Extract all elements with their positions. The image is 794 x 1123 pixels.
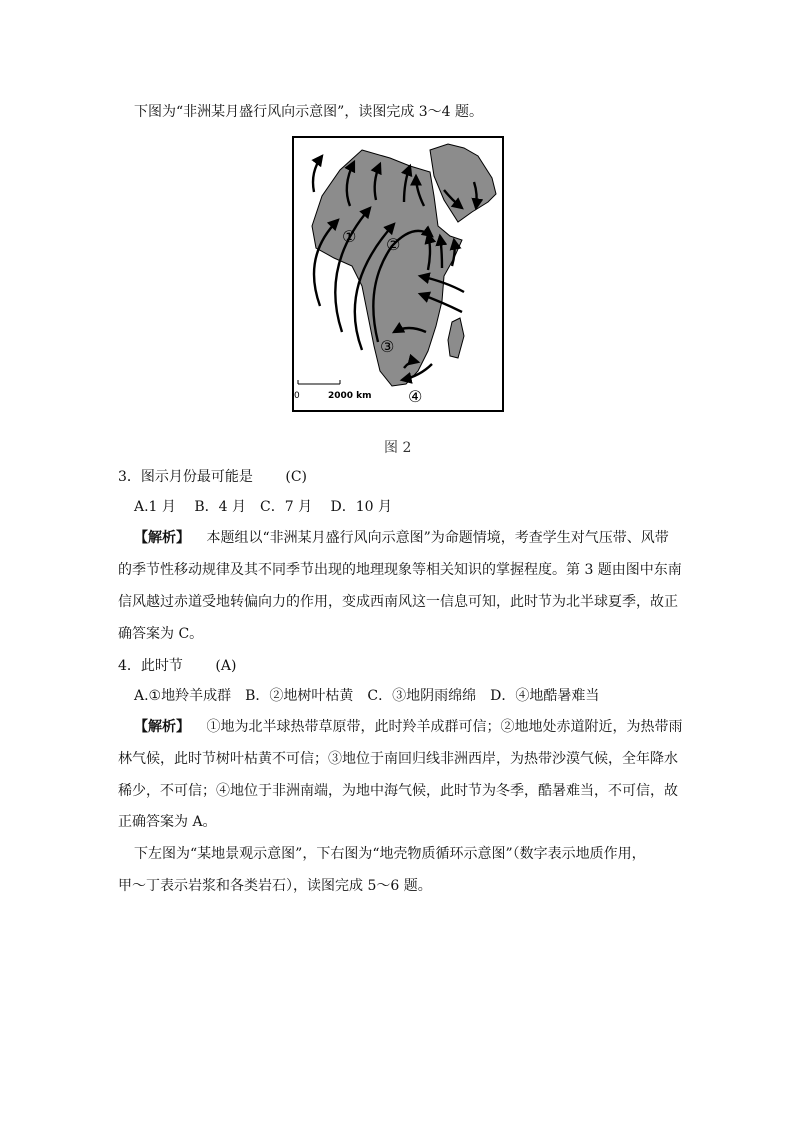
- q3-analysis-line-3: 信风越过赤道受地转偏向力的作用，变成西南风这一信息可知，此时节为北半球夏季，故正: [118, 594, 678, 610]
- label-4: ④: [408, 387, 423, 406]
- intro-text-2-line-2: 甲～丁表示岩浆和各类岩石），读图完成 5～6 题。: [118, 878, 432, 894]
- label-3: ③: [380, 337, 395, 356]
- q3-answer: (C): [285, 469, 308, 485]
- q4-analysis-line-3: 稀少，不可信；④地位于非洲南端，为地中海气候，此时节为冬季，酷暑难当，不可信，故: [118, 783, 678, 799]
- q4-stem-text: 4．此时节: [118, 658, 183, 674]
- intro-text-1: 下图为“非洲某月盛行风向示意图”，读图完成 3～4 题。: [134, 104, 484, 120]
- q4-answer: (A): [215, 658, 237, 674]
- scale-text: 2000 km: [328, 391, 372, 401]
- q4-options: A.①地羚羊成群 B．②地树叶枯黄 C．③地阴雨绵绵 D．④地酷暑难当: [134, 688, 600, 704]
- intro-text-2-line-1: 下左图为“某地景观示意图”，下右图为“地壳物质循环示意图”（数字表示地质作用，: [134, 846, 646, 862]
- q4-analysis-line-2: 林气候，此时节树叶枯黄不可信；③地位于南回归线非洲西岸，为热带沙漠气候，全年降水: [118, 751, 678, 767]
- q3-analysis-tag: 【解析】: [134, 530, 190, 546]
- q3-analysis-line-2: 的季节性移动规律及其不同季节出现的地理现象等相关知识的掌握程度。第 3 题由图中东南: [118, 562, 682, 578]
- label-2: ②: [386, 235, 401, 254]
- q4-analysis-tag: 【解析】: [134, 719, 190, 735]
- q3-analysis-line-4: 确答案为 C。: [118, 626, 204, 642]
- q4-analysis-text-1: ①地为北半球热带草原带，此时羚羊成群可信；②地地处赤道附近，为热带雨: [206, 719, 683, 735]
- q4-analysis-line-4: 正确答案为 A。: [118, 814, 217, 830]
- label-1: ①: [342, 227, 357, 246]
- q4-analysis-line-1: [134, 717, 682, 737]
- q3-stem: [118, 467, 307, 487]
- q3-analysis-text-1: 本题组以“非洲某月盛行风向示意图”为命题情境，考查学生对气压带、风带: [206, 530, 669, 546]
- scale-zero: 0: [294, 391, 300, 401]
- q3-stem-text: 3．图示月份最可能是: [118, 469, 253, 485]
- figure-caption: 图 2: [384, 440, 412, 456]
- q4-stem: [118, 656, 236, 676]
- africa-wind-map: [292, 136, 504, 412]
- q3-options: A.1 月 B．4 月 C．7 月 D．10 月: [134, 499, 393, 515]
- q3-analysis-line-1: [134, 528, 669, 548]
